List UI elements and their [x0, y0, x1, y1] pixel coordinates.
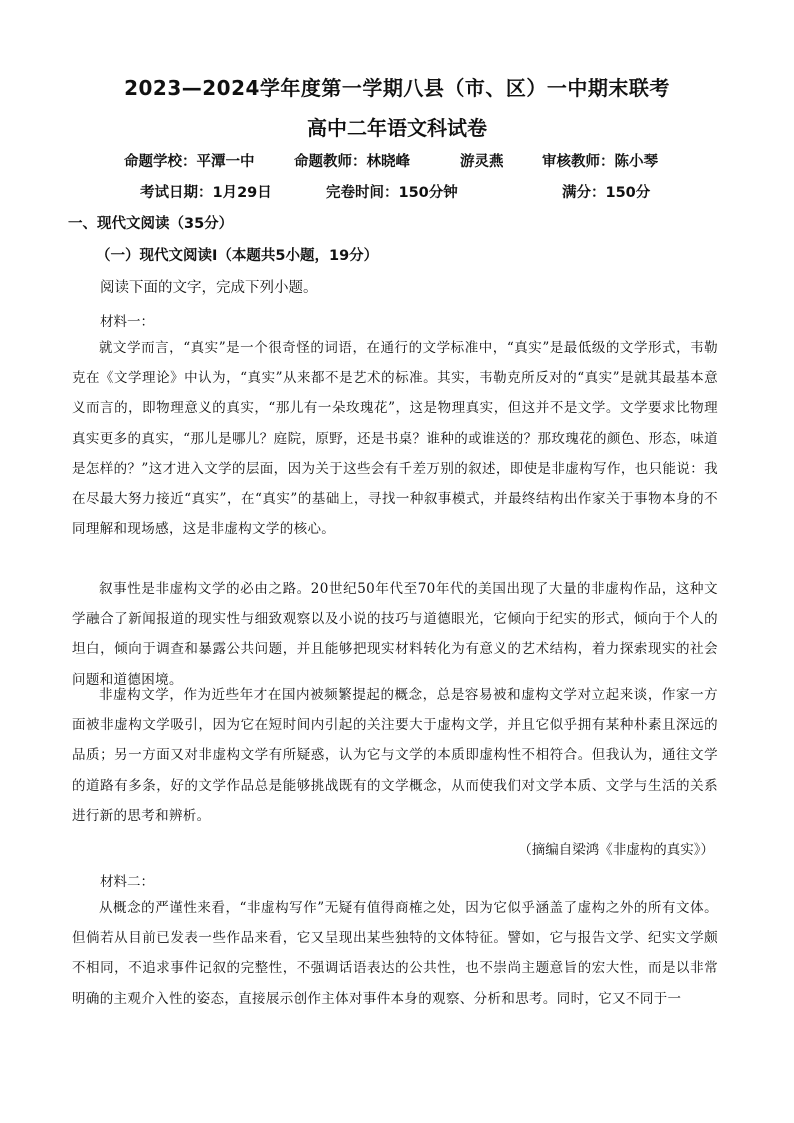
- subsection-heading: （一）现代文阅读Ⅰ（本题共5小题，19分）: [96, 248, 379, 264]
- school-label: 命题学校：平潭一中: [124, 154, 255, 170]
- material-two-label: 材料二：: [100, 874, 154, 890]
- reviewer-label: 审核教师：陈小琴: [542, 154, 658, 170]
- exam-date: 考试日期：1月29日: [140, 185, 272, 201]
- material-one-source: （摘编自梁鸿《非虚构的真实》）: [518, 842, 714, 858]
- exam-duration: 完卷时间：150分钟: [326, 185, 458, 201]
- exam-subtitle: 高中二年语文科试卷: [307, 116, 487, 140]
- exam-title: 2023—2024学年度第一学期八县（市、区）一中期末联考: [124, 76, 670, 100]
- material-one-label: 材料一：: [100, 314, 154, 330]
- full-score: 满分：150分: [562, 185, 651, 201]
- reading-instruction: 阅读下面的文字，完成下列小题。: [100, 280, 318, 296]
- section-heading: 一、现代文阅读（35分）: [68, 216, 234, 232]
- material-two-paragraph: 从概念的严谨性来看，“非虚构写作”无疑有值得商榷之处，因为它似乎涵盖了虚构之外的所有文体。但倘若从目前已发表一些作品来看，它又呈现出某些独特的文体特征。譬如，它与报告文学、纪实文学颇不相同，不追求事件记叙的完整性，不强调话语表达的公共性，也不崇尚主题意旨的宏大性，而是以非常明确的主观介入性的姿态，直接展示创作主体对事件本身的观察、分析和思考。同时，它又不同于一: [72, 900, 718, 1007]
- material-one-paragraph: 非虚构文学，作为近些年才在国内被频繁提起的概念，总是容易被和虚构文学对立起来谈，作家一方面被非虚构文学吸引，因为它在短时间内引起的关注要大于虚构文学，并且它似乎拥有某种朴素且深远的品质；另一方面又对非虚构文学有所疑惑，认为它与文学的本质即虚构性不相符合。但我认为，通往文学的道路有多条，好的文学作品总是能够挑战既有的文学概念，从而使我们对文学本质、文学与生活的关系进行新的思考和辨析。: [72, 687, 718, 824]
- teacher-label: 命题教师：林晓峰: [294, 154, 410, 170]
- material-one-paragraph: 就文学而言，“真实”是一个很奇怪的词语，在通行的文学标准中，“真实”是最低级的文学形式，韦勒克在《文学理论》中认为，“真实”从来都不是艺术的标准。其实，韦勒克所反对的“真实”是就其最基本意义而言的，即物理意义的真实，“那儿有一朵玫瑰花”，这是物理真实，但这并不是文学。文学要求比物理真实更多的真实，“那儿是哪儿？庭院，原野，还是书桌？谁种的或谁送的？那玫瑰花的颜色、形态，味道是怎样的？”这才进入文学的层面，因为关于这些会有千差万别的叙述，即使是非虚构写作，也只能说：我在尽最大努力接近“真实”，在“真实”的基础上，寻找一种叙事模式，并最终结构出作家关于事物本身的不同理解和现场感，这是非虚构文学的核心。: [72, 340, 718, 538]
- material-one-paragraph: 叙事性是非虚构文学的必由之路。20世纪50年代至70年代的美国出现了大量的非虚构作品，这种文学融合了新闻报道的现实性与细致观察以及小说的技巧与道德眼光，它倾向于纪实的形式，倾向于个人的坦白，倾向于调查和暴露公共问题，并且能够把现实材料转化为有意义的艺术结构，着力探索现实的社会问题和道德困境。: [72, 581, 718, 688]
- teacher-second-name: 游灵燕: [460, 154, 504, 170]
